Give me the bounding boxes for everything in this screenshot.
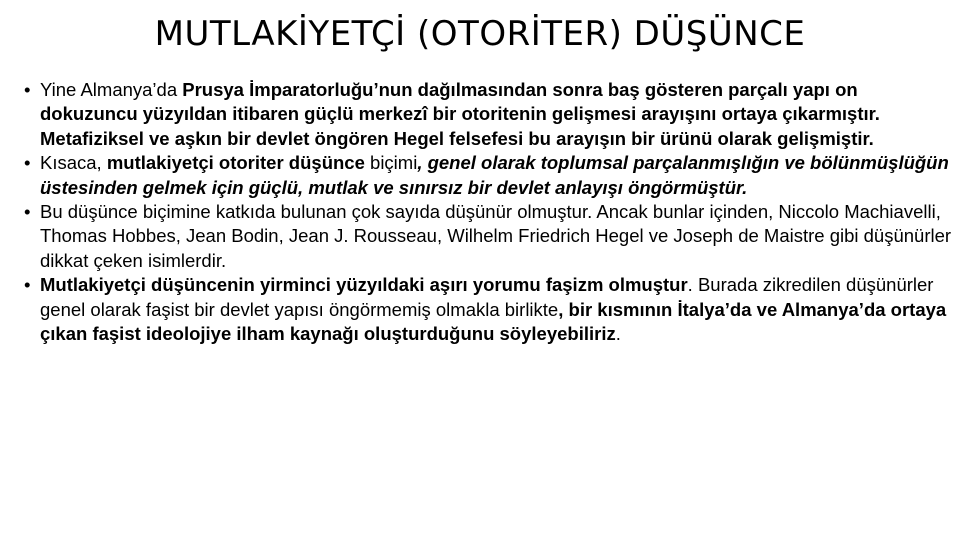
text-run: Bu düşünce biçimine katkıda bulunan çok sayıda düşünür olmuştur. Ancak bunlar içinden, Niccolo Machiavelli, Thomas Hobbes, Jean Bodin, Jean J. Rousseau, Wilhelm Friedrich Hegel ve Joseph de Maistre gibi düşünürler dikkat çeken isimlerdir.: [40, 201, 952, 271]
text-run-bold: , bir kısmının İtalya’da ve Almanya’da ortaya çıkan faşist ideolojiye ilham kaynağı oluşturduğunu söyleyebiliriz: [40, 298, 947, 345]
text-run: Kısaca,: [40, 152, 107, 174]
slide-title: MUTLAKİYETÇİ (OTORİTER) DÜŞÜNCE: [154, 14, 806, 54]
bullet-marker: •: [24, 201, 31, 223]
bullet-text: [40, 201, 951, 271]
bullet-marker: •: [24, 79, 31, 100]
text-run-bold-italic: , genel olarak toplumsal parçalanmışlığın ve bölünmüşlüğün üstesinden gelmek için güçlü, mutlak ve sınırsız bir devlet anlayışı öngörmüştür.: [40, 152, 949, 198]
bullet-list: [24, 78, 952, 346]
bullet-marker: •: [24, 152, 31, 174]
bullet-item-3: [24, 200, 952, 273]
bullet-text: [40, 152, 949, 197]
bullet-item-4: [24, 273, 952, 346]
text-run: Yine Almanya’da: [40, 79, 183, 100]
text-run-bold: Prusya İmparatorluğu’nun dağılmasından sonra baş gösteren parçalı yapı on dokuzuncu yüzyıldan itibaren güçlü merkezî bir otoritenin gelişmesi arayışını ortaya çıkarmıştır. Metafiziksel ve aşkın bir devlet öngören Hegel felsefesi bu arayışın bir ürünü olarak gelişmiştir.: [40, 79, 880, 149]
bullet-item-2: [24, 151, 952, 200]
bullet-marker: •: [24, 274, 31, 296]
text-run-bold: Mutlakiyetçi düşüncenin yirminci yüzyıldaki aşırı yorumu faşizm olmuştur: [40, 274, 688, 296]
text-run-bold: mutlakiyetçi otoriter düşünce: [106, 152, 365, 174]
bullet-text: [40, 79, 880, 149]
text-run: .: [615, 323, 621, 345]
bullet-item-1: [24, 78, 952, 151]
text-run: . Burada zikredilen düşünürler genel olarak faşist bir devlet yapısı öngörmemiş olmakla birlikte: [40, 274, 934, 320]
text-run: biçimi: [364, 152, 418, 174]
bullet-text: [40, 274, 946, 344]
